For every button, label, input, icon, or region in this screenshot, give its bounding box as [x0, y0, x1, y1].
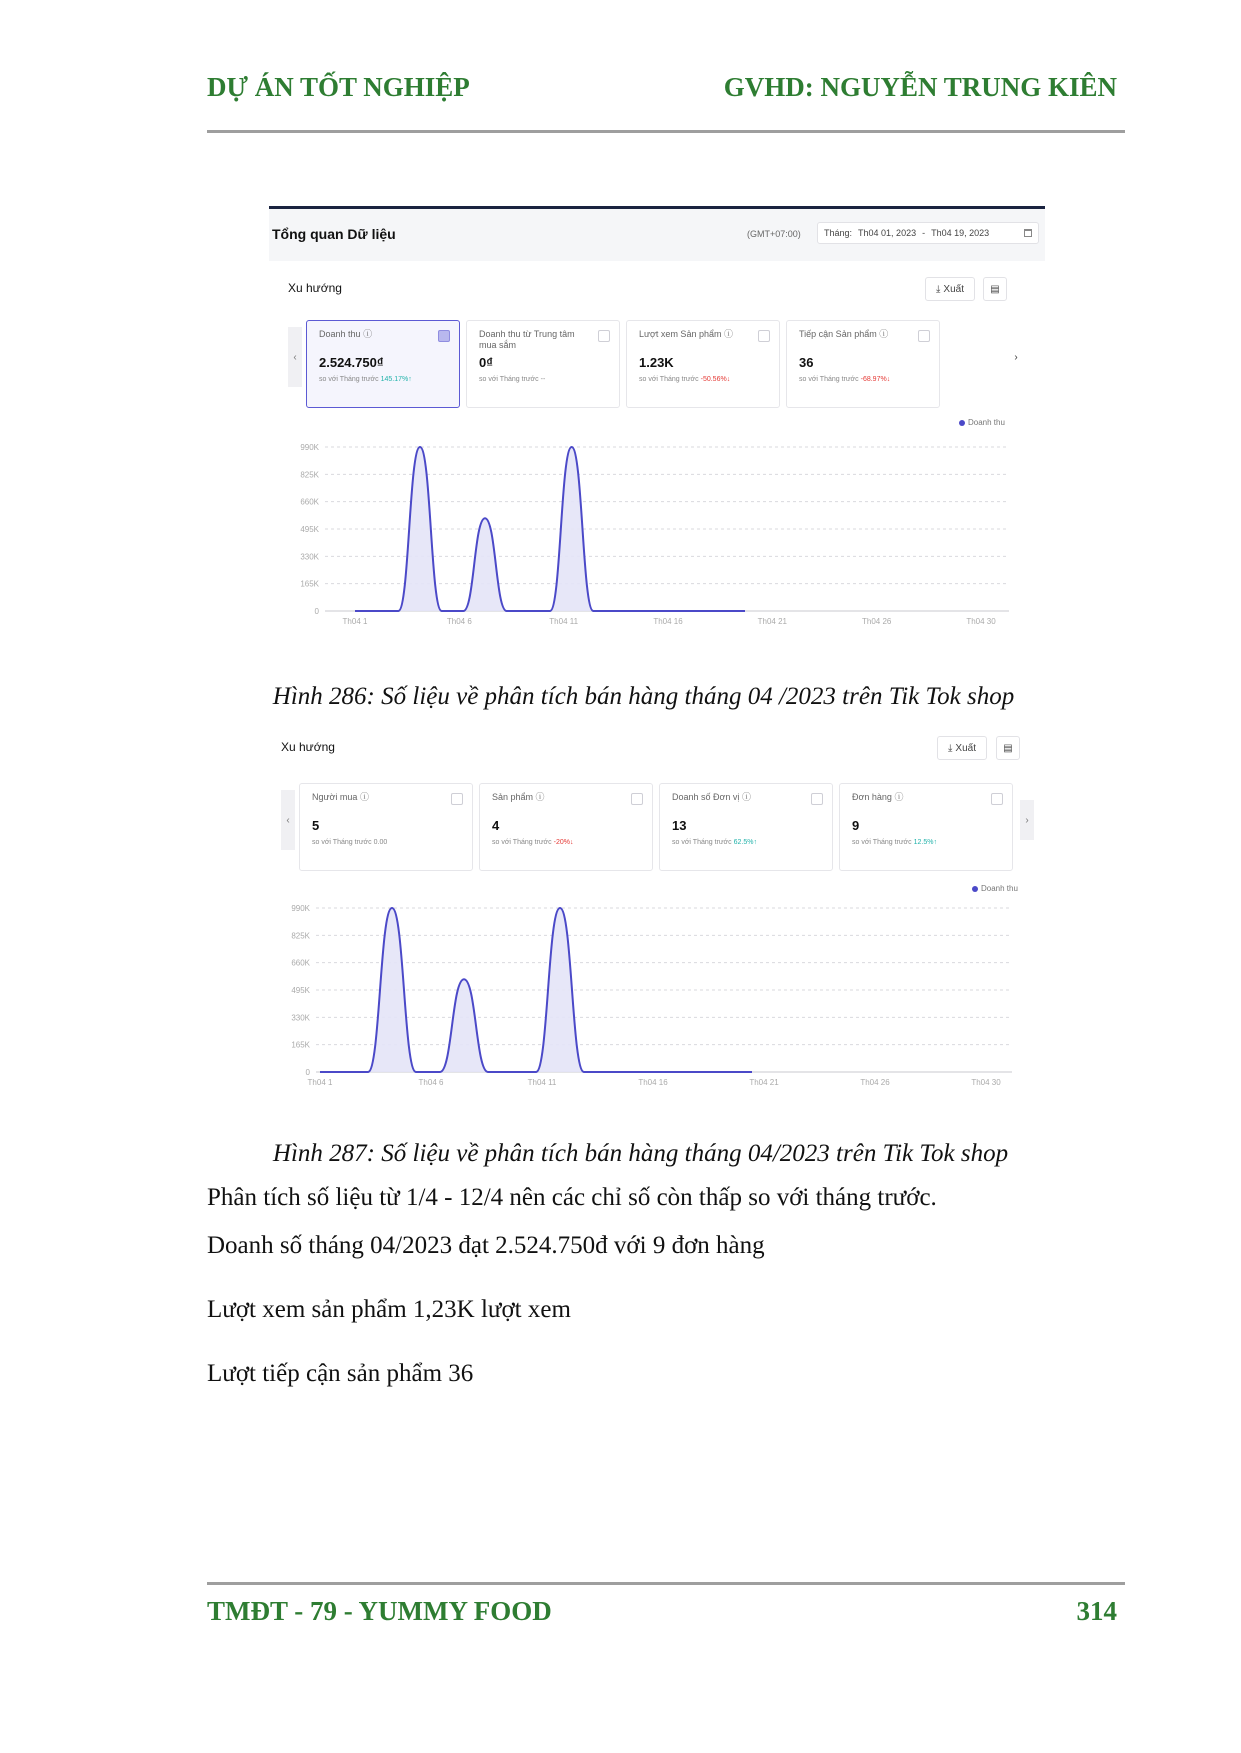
- trend-title: Xu hướng: [281, 740, 335, 754]
- legend-label: Doanh thu: [968, 418, 1005, 427]
- x-tick-label: Th04 21: [749, 1078, 779, 1087]
- metric-label: Lượt xem Sản phẩm: [639, 329, 722, 339]
- metric-label: Doanh thu: [319, 329, 361, 339]
- date-to: Th04 19, 2023: [931, 228, 990, 238]
- metric-card-products[interactable]: [479, 783, 653, 871]
- metric-label: Đơn hàng: [852, 792, 892, 802]
- analysis-paragraph: Lượt tiếp cận sản phẩm 36: [207, 1360, 474, 1387]
- metric-label: Doanh số Đơn vị: [672, 792, 740, 802]
- revenue-trend-chart: [269, 431, 1045, 653]
- y-tick-label: 330K: [291, 1013, 310, 1023]
- footer-rule: [207, 1582, 1125, 1585]
- metric-checkbox[interactable]: [991, 793, 1003, 805]
- x-tick-label: Th04 11: [527, 1078, 557, 1087]
- metric-label: Tiếp cận Sản phẩm: [799, 329, 877, 339]
- table-icon: ▤: [990, 283, 1000, 295]
- metric-checkbox[interactable]: [451, 793, 463, 805]
- date-separator: -: [922, 228, 926, 238]
- y-tick-label: 330K: [300, 552, 319, 562]
- date-from: Th04 01, 2023: [858, 228, 917, 238]
- metric-checkbox[interactable]: [918, 330, 930, 342]
- doc-header-advisor: GVHD: NGUYỄN TRUNG KIÊN: [723, 72, 1117, 102]
- x-tick-label: Th04 1: [342, 617, 368, 626]
- figure2-metric-cards: [299, 783, 999, 873]
- y-tick-label: 495K: [291, 986, 310, 995]
- metric-checkbox[interactable]: [811, 793, 823, 805]
- info-icon: ⓘ: [894, 792, 904, 802]
- x-tick-label: Th04 26: [861, 617, 892, 626]
- metric-change: -50.56%: [700, 376, 727, 383]
- x-tick-label: Th04 30: [971, 1078, 1001, 1087]
- cards-prev-arrow[interactable]: ‹: [281, 790, 295, 850]
- metric-change: 12.5%: [913, 839, 934, 846]
- metric-value: 36: [799, 355, 814, 370]
- doc-header-title: DỰ ÁN TỐT NGHIỆP: [207, 72, 470, 102]
- metric-value: 4: [492, 818, 500, 833]
- date-label: Tháng:: [824, 228, 853, 238]
- arrow-down-icon: ↓: [886, 376, 891, 383]
- timezone-label: (GMT+07:00): [747, 229, 801, 239]
- metric-compare-label: so với Tháng trước: [319, 376, 379, 383]
- chart-legend: [972, 884, 1018, 893]
- metric-label: Sản phẩm: [492, 792, 534, 802]
- table-view-button[interactable]: [996, 736, 1020, 760]
- table-view-button[interactable]: [983, 277, 1007, 301]
- arrow-up-icon: ↑: [933, 839, 937, 846]
- metric-card-revenue[interactable]: [306, 320, 460, 408]
- y-tick-label: 825K: [300, 470, 319, 480]
- dashboard-title: Tổng quan Dữ liệu: [272, 226, 396, 242]
- x-tick-label: Th04 6: [418, 1078, 444, 1087]
- legend-label: Doanh thu: [981, 884, 1018, 893]
- date-range-picker[interactable]: [817, 222, 1039, 244]
- metric-change: --: [540, 376, 546, 383]
- info-icon: ⓘ: [359, 792, 369, 802]
- legend-dot-icon: [972, 886, 978, 892]
- cards-next-arrow[interactable]: ›: [1020, 800, 1034, 840]
- y-tick-label: 165K: [300, 579, 319, 589]
- metric-compare-label: so với Tháng trước: [492, 839, 552, 846]
- metric-compare-label: so với Tháng trước: [312, 839, 372, 846]
- export-button[interactable]: [937, 736, 987, 760]
- metric-card-product-views[interactable]: [626, 320, 780, 408]
- info-icon: ⓘ: [723, 329, 733, 339]
- metric-value: 9: [852, 818, 860, 833]
- chart-legend: [959, 418, 1005, 427]
- table-icon: ▤: [1003, 742, 1013, 754]
- y-tick-label: 495K: [300, 525, 319, 534]
- download-icon: ⤓: [936, 283, 941, 295]
- metric-card-orders[interactable]: [839, 783, 1013, 871]
- calendar-icon: [1024, 229, 1032, 237]
- metric-checkbox[interactable]: [631, 793, 643, 805]
- metric-compare-label: so với Tháng trước: [639, 376, 699, 383]
- metric-value: 2.524.750₫: [319, 355, 384, 370]
- arrow-up-icon: ↑: [753, 839, 757, 846]
- metric-checkbox[interactable]: [758, 330, 770, 342]
- metric-value: 13: [672, 818, 687, 833]
- figure2-screenshot: [272, 730, 1042, 1108]
- metric-label: Người mua: [312, 792, 358, 802]
- y-tick-label: 660K: [291, 958, 310, 968]
- revenue-trend-chart: [272, 895, 1042, 1108]
- figure2-caption: Hình 287: Số liệu về phân tích bán hàng tháng 04/2023 trên Tik Tok shop: [272, 1140, 1009, 1167]
- trend-title: Xu hướng: [288, 281, 342, 295]
- metric-value: 0₫: [479, 355, 493, 370]
- metric-checkbox[interactable]: [438, 330, 450, 342]
- x-tick-label: Th04 30: [966, 617, 996, 626]
- metric-compare-label: so với Tháng trước: [799, 376, 859, 383]
- metric-card-mall-revenue[interactable]: [466, 320, 620, 408]
- figure1-screenshot: [269, 206, 1045, 653]
- info-icon: ⓘ: [879, 329, 889, 339]
- x-tick-label: Th04 16: [638, 1078, 668, 1087]
- y-tick-label: 660K: [300, 497, 319, 507]
- x-tick-label: Th04 16: [653, 617, 683, 626]
- analysis-paragraph: Lượt xem sản phẩm 1,23K lượt xem: [207, 1296, 571, 1323]
- metric-change: 0.00: [373, 839, 388, 846]
- y-tick-label: 990K: [300, 443, 319, 452]
- metric-change: 62.5%: [733, 839, 754, 846]
- x-tick-label: Th04 1: [307, 1078, 333, 1087]
- metric-card-unit-sales[interactable]: [659, 783, 833, 871]
- analysis-paragraph: Doanh số tháng 04/2023 đạt 2.524.750đ với 9 đơn hàng: [207, 1232, 765, 1259]
- y-tick-label: 0: [305, 1068, 310, 1077]
- figure1-metric-cards: [306, 320, 976, 410]
- figure1-trend-panel: [269, 261, 1045, 653]
- export-label: Xuất: [943, 283, 964, 295]
- metric-card-product-reach[interactable]: [786, 320, 940, 408]
- figure1-caption: Hình 286: Số liệu về phân tích bán hàng tháng 04 /2023 trên Tik Tok shop: [272, 683, 1015, 710]
- x-tick-label: Th04 26: [860, 1078, 890, 1087]
- figure1-topbar: [269, 209, 1045, 259]
- metric-change: -68.97%: [860, 376, 887, 383]
- x-tick-label: Th04 6: [446, 617, 472, 626]
- arrow-up-icon: ↑: [408, 376, 412, 383]
- x-tick-label: Th04 21: [757, 617, 788, 626]
- metric-card-buyers[interactable]: [299, 783, 473, 871]
- y-tick-label: 0: [314, 607, 319, 616]
- metric-compare-label: so với Tháng trước: [852, 839, 912, 846]
- info-icon: ⓘ: [363, 329, 373, 339]
- y-tick-label: 165K: [291, 1040, 310, 1050]
- analysis-paragraph: Phân tích số liệu từ 1/4 - 12/4 nên các chỉ số còn thấp so với tháng trước.: [207, 1184, 937, 1211]
- page-number: 314: [1076, 1596, 1117, 1626]
- y-tick-label: 825K: [291, 931, 310, 941]
- header-rule: [207, 130, 1125, 133]
- metric-checkbox[interactable]: [598, 330, 610, 342]
- metric-value: 1.23K: [639, 355, 674, 370]
- legend-dot-icon: [959, 420, 965, 426]
- cards-prev-arrow[interactable]: ‹: [288, 327, 302, 387]
- metric-value: 5: [312, 818, 320, 833]
- export-button[interactable]: [925, 277, 975, 301]
- metric-compare-label: so với Tháng trước: [479, 376, 539, 383]
- x-tick-label: Th04 11: [549, 617, 579, 626]
- metric-change: -20%: [553, 839, 570, 846]
- info-icon: ⓘ: [741, 792, 751, 802]
- metric-label: Doanh thu từ Trung tâm mua sắm: [479, 329, 575, 350]
- cards-next-arrow[interactable]: ›: [1009, 327, 1023, 387]
- arrow-down-icon: ↓: [569, 839, 574, 846]
- y-tick-label: 990K: [291, 904, 310, 913]
- info-icon: ⓘ: [535, 792, 545, 802]
- download-icon: ⤓: [948, 742, 953, 754]
- metric-compare-label: so với Tháng trước: [672, 839, 732, 846]
- export-label: Xuất: [955, 742, 976, 754]
- doc-footer-title: TMĐT - 79 - YUMMY FOOD: [207, 1596, 552, 1626]
- arrow-down-icon: ↓: [726, 376, 731, 383]
- metric-change: 145.17%: [380, 376, 409, 383]
